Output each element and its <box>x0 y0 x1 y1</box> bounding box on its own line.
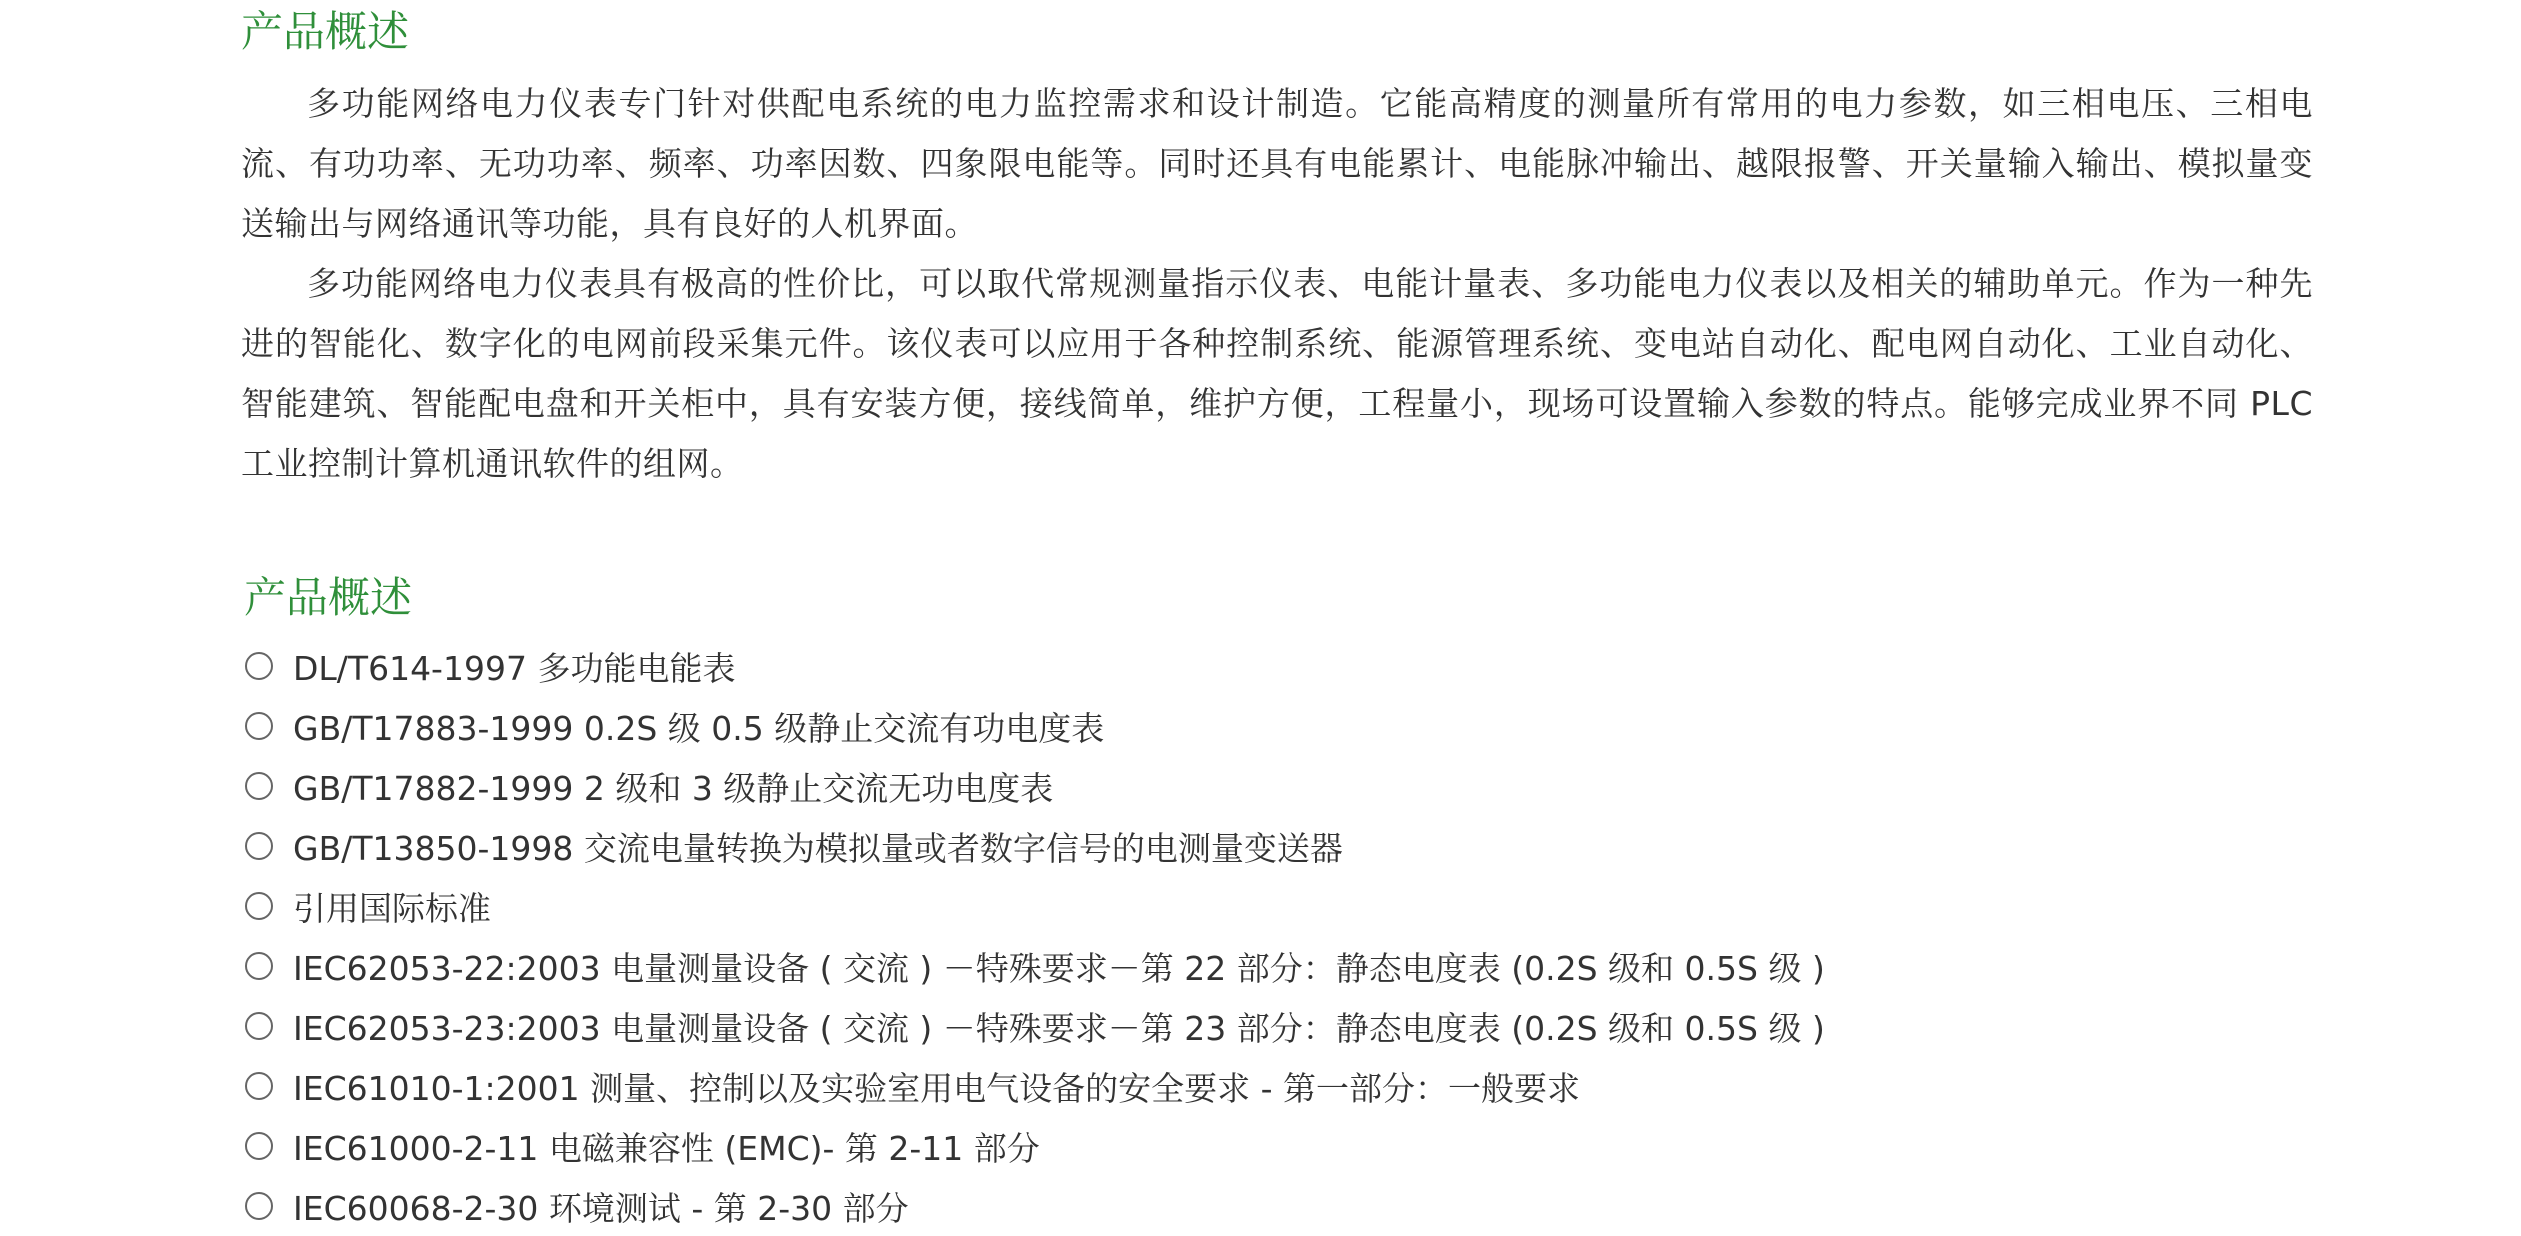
list-item-text: DL/T614-1997 多功能电能表 <box>293 648 736 688</box>
circle-bullet-icon <box>245 1072 273 1100</box>
circle-bullet-icon <box>245 892 273 920</box>
circle-bullet-icon <box>245 652 273 680</box>
list-item <box>245 936 1825 996</box>
circle-bullet-icon <box>245 772 273 800</box>
list-item <box>245 636 1825 696</box>
list-item-text: IEC62053-23:2003 电量测量设备 ( 交流 ) －特殊要求－第 23 部分：静态电度表 (0.2S 级和 0.5S 级 ) <box>293 1008 1825 1048</box>
standards-list <box>245 636 1825 1236</box>
list-item-text: IEC60068-2-30 环境测试 - 第 2-30 部分 <box>293 1188 909 1228</box>
circle-bullet-icon <box>245 1192 273 1220</box>
list-item <box>245 876 1825 936</box>
circle-bullet-icon <box>245 712 273 740</box>
list-item-text: GB/T13850-1998 交流电量转换为模拟量或者数字信号的电测量变送器 <box>293 828 1343 868</box>
list-item <box>245 996 1825 1056</box>
list-item-text: GB/T17883-1999 0.2S 级 0.5 级静止交流有功电度表 <box>293 708 1105 748</box>
list-item <box>245 756 1825 816</box>
list-item-text: GB/T17882-1999 2 级和 3 级静止交流无功电度表 <box>293 768 1054 808</box>
circle-bullet-icon <box>245 952 273 980</box>
circle-bullet-icon <box>245 1132 273 1160</box>
list-item <box>245 1056 1825 1116</box>
list-item-text: IEC61010-1:2001 测量、控制以及实验室用电气设备的安全要求 - 第一部分：一般要求 <box>293 1068 1580 1108</box>
list-item <box>245 696 1825 756</box>
overview-paragraph-1: 多功能网络电力仪表专门针对供配电系统的电力监控需求和设计制造。它能高精度的测量所有常用的电力参数，如三相电压、三相电流、有功功率、无功功率、频率、功率因数、四象限电能等。同时还具有电能累计、电能脉冲输出、越限报警、开关量输入输出、模拟量变送输出与网络通讯等功能，具有良好的人机界面。 <box>241 84 2313 243</box>
section-title-overview: 产品概述 <box>241 7 410 56</box>
list-item-text: IEC62053-22:2003 电量测量设备 ( 交流 ) －特殊要求－第 22 部分：静态电度表 (0.2S 级和 0.5S 级 ) <box>293 948 1825 988</box>
circle-bullet-icon <box>245 1012 273 1040</box>
list-item-text: 引用国际标准 <box>293 888 491 928</box>
circle-bullet-icon <box>245 832 273 860</box>
section-title-standards: 产品概述 <box>244 573 413 622</box>
overview-body <box>241 74 2313 494</box>
list-item <box>245 1176 1825 1236</box>
overview-paragraph-2: 多功能网络电力仪表具有极高的性价比，可以取代常规测量指示仪表、电能计量表、多功能电力仪表以及相关的辅助单元。作为一种先进的智能化、数字化的电网前段采集元件。该仪表可以应用于各种控制系统、能源管理系统、变电站自动化、配电网自动化、工业自动化、智能建筑、智能配电盘和开关柜中，具有安装方便，接线简单，维护方便，工程量小，现场可设置输入参数的特点。能够完成业界不同 PLC 工业控制计算机通讯软件的组网。 <box>241 264 2313 483</box>
list-item <box>245 816 1825 876</box>
list-item <box>245 1116 1825 1176</box>
list-item-text: IEC61000-2-11 电磁兼容性 (EMC)- 第 2-11 部分 <box>293 1128 1040 1168</box>
